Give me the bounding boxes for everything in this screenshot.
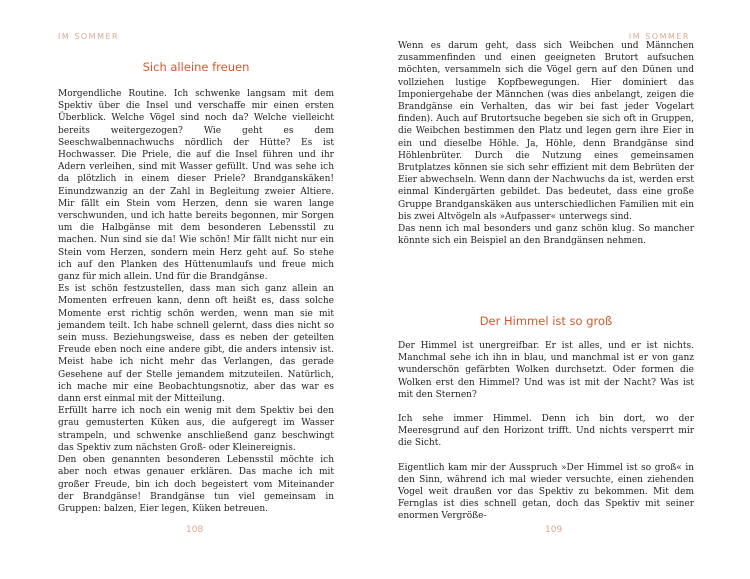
chapter-heading-right: Der Himmel ist so groß bbox=[479, 314, 613, 328]
paragraph: Eigentlich kam mir der Ausspruch »Der Himmel ist so groß« in den Sinn, während ich mal wieder versuchte, einen ziehenden Vogel weit draußen vor das Spektiv zu bekommen. Mit dem Fernglas ist dies schnell getan, doch das Spektiv mit seiner enormen Vergröße- bbox=[398, 462, 694, 522]
paragraph: Der Himmel ist unergreifbar. Er ist alles, und er ist nichts. Manchmal sehe ich ihn in blau, und manchmal ist er von ganz wunderschön gefärbten Wolken durchsetzt. Oder formen die Wolken erst den Himmel? Und was ist mit der Nacht? Was ist mit den Sternen? bbox=[398, 341, 694, 400]
paragraph: Wenn es darum geht, dass sich Weibchen und Männchen zusammenfinden und einen geeigneten Brutort aufsuchen möchten, versammeln sich die Vögel gern auf den Dünen und vollziehen lustige Kopfbewegungen. Hier dominiert das Imponiergehabe der Männchen (was dies anbelangt, zeigen die Brandgänse ein Verhalten, das wir bei fast jeder Vogelart finden). Auch auf Brutortsuche begeben sie sich oft in Gruppen, die Weibchen bestimmen den Platz und legen gern ihre Eier in ein und dieselbe Höhle. Ja, Höhle, denn Brandgänse sind Höhlenbrüter. Durch die Nutzung eines gemeinsamen Brutplatzes können sie sich sehr effizient mit dem Bebrüten der Eier abwechseln. Wenn dann der Nachwuchs da ist, werden erst einmal Kindergärten gebildet. Das bedeutet, dass eine große Gruppe Brandganskäken aus unterschiedlichen Familien mit ein bis zwei Altvögeln als »Aufpasser« unterwegs sind. bbox=[398, 41, 694, 222]
running-head-right: IM SOMMER bbox=[628, 32, 690, 41]
body-text-right-top bbox=[398, 40, 694, 247]
chapter-heading-left: Sich alleine freuen bbox=[142, 60, 250, 74]
paragraph-gap bbox=[398, 450, 694, 462]
body-text-right-bottom bbox=[398, 340, 694, 523]
paragraph-gap bbox=[398, 401, 694, 413]
page-number-left: 108 bbox=[186, 525, 204, 535]
paragraph: Morgendliche Routine. Ich schwenke langsam mit dem Spektiv über die Insel und verschaffe mir einen ersten Überblick. Welche Vögel sind noch da? Welche vielleicht bereits weitergezogen? Wie geht es dem Seeschwalbennachwuchs nördlich der Hütte? Es ist Hochwasser. Die Priele, die auf die Insel führen und ihr Adern verleihen, sind mit Wasser gefüllt. Und was sehe ich da plötzlich in einem dieser Priele? Brandganskäken! Einundzwanzig an der Zahl in Begleitung zweier Altiere. Mir fällt ein Stein vom Herzen, denn sie waren lange verschwunden, und ich hatte bereits begonnen, mir Sorgen um die Halbgänse mit dem besonderen Lebensstil zu machen. Nun sind sie da! Wie schön! Mir fällt nicht nur ein Stein vom Herzen, sondern mein Herz geht auf. So stehe ich auf den Planken des Hüttenumlaufs und freue mich ganz für mich allein. Und für die Brandgänse. bbox=[58, 89, 334, 283]
page-number-right: 109 bbox=[545, 525, 563, 535]
paragraph: Erfüllt harre ich noch ein wenig mit dem Spektiv bei den grau gemusterten Küken aus, die aufgeregt im Wasser strampeln, und schwenke anschließend ganz beschwingt das Spektiv zum nächsten Groß- oder Kleinereignis. bbox=[58, 406, 334, 453]
paragraph: Es ist schön festzustellen, dass man sich ganz allein an Momenten erfreuen kann, denn oft heißt es, dass solche Momente erst richtig schön werden, wenn man sie mit jemandem teilt. Ich habe schnell gelernt, dass dies nicht so sein muss. Beziehungsweise, dass es neben der geteilten Freude eben noch eine andere gibt, die anders intensiv ist. Meist habe ich nicht mehr das Verlangen, das gerade Gesehene auf der Stelle jemandem mitzuteilen. Natürlich, ich mache mir eine Beobachtungsnotiz, aber das war es dann erst einmal mit der Mitteilung. bbox=[58, 284, 334, 405]
body-text-left bbox=[58, 88, 334, 515]
paragraph: Den oben genannten besonderen Lebensstil möchte ich aber noch etwas genauer erklären. Das mache ich mit großer Freude, bin ich doch begeistert vom Miteinander der Brandgänse! Brandgänse tun viel gemeinsam in Gruppen: balzen, Eier legen, Küken betreuen. bbox=[58, 455, 334, 514]
paragraph: Das nenn ich mal besonders und ganz schön klug. So mancher könnte sich ein Beispiel an den Brandgänsen nehmen. bbox=[398, 224, 694, 247]
running-head-left: IM SOMMER bbox=[58, 32, 120, 41]
paragraph: Ich sehe immer Himmel. Denn ich bin dort, wo der Meeresgrund auf den Horizont trifft. Und nichts versperrt mir die Sicht. bbox=[398, 414, 694, 449]
